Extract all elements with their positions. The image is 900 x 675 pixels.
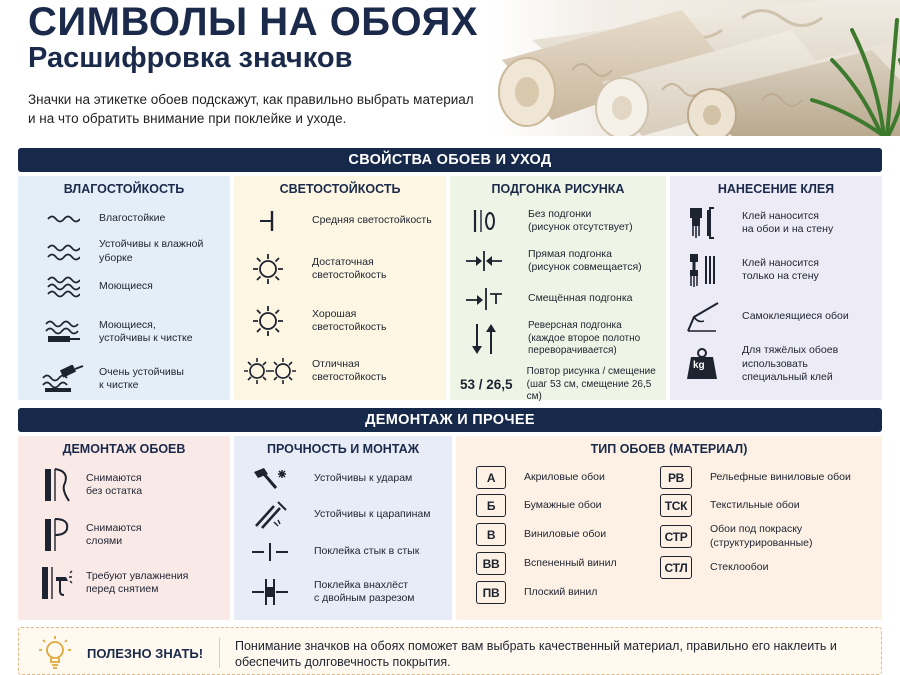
butt-joint-icon	[248, 540, 292, 564]
material-code: ТСК	[660, 494, 692, 517]
glue-item	[680, 300, 849, 334]
material-code: В	[476, 523, 506, 546]
panel-light	[234, 176, 446, 400]
material-label: Виниловые обои	[524, 527, 607, 540]
three-waves-icon	[38, 274, 88, 300]
moisture-label: Моющиеся, устойчивы к чистке	[99, 318, 193, 344]
panel-match	[450, 176, 666, 400]
removal-item	[36, 466, 142, 504]
one-wave-icon	[38, 206, 88, 232]
glue-paper-wall-icon	[680, 206, 724, 240]
material-label: Рельефные виниловые обои	[710, 470, 851, 483]
strength-item	[248, 466, 412, 492]
material-code: ВВ	[476, 552, 506, 575]
material-label: Вспененный винил	[524, 556, 617, 569]
waves-brush-strong-icon	[38, 364, 88, 394]
light-item	[246, 304, 386, 338]
material-code: ПВ	[476, 581, 506, 604]
intro-text: Значки на этикетке обоев подскажут, как правильно выбрать материал и на что обратить внимание при поклейке и уходе.	[28, 92, 474, 126]
moisture-label: Устойчивы к влажной уборке	[99, 238, 204, 264]
material-label: Текстильные обои	[710, 498, 800, 511]
panel-title-match: ПОДГОНКА РИСУНКА	[491, 182, 625, 196]
material-item	[476, 523, 606, 546]
match-label: Повтор рисунка / смещение (шаг 53 см, смещение 26,5 см)	[526, 366, 656, 402]
light-label: Отличная светостойкость	[312, 357, 387, 383]
removal-label: Снимаются без остатка	[86, 471, 143, 497]
double-sun-icon	[242, 354, 298, 388]
material-label: Акриловые обои	[524, 470, 605, 483]
material-code: Б	[476, 494, 506, 517]
panel-title-light: СВЕТОСТОЙКОСТЬ	[279, 182, 401, 196]
panel-glue	[670, 176, 882, 400]
overlap-cut-icon	[248, 576, 292, 608]
glue-label: Клей наносится только на стену	[742, 256, 819, 282]
match-label: Смещённая подгонка	[528, 292, 633, 305]
hammer-impact-icon	[248, 466, 292, 492]
kg-label: kg	[693, 360, 705, 372]
glue-item	[680, 344, 838, 385]
moisture-label: Влагостойкие	[99, 212, 166, 225]
glue-label: Клей наносится на обои и на стену	[742, 209, 834, 235]
material-label: Обои под покраску (структурированные)	[710, 523, 813, 549]
moisture-item	[38, 206, 165, 232]
material-code: СТР	[660, 525, 692, 548]
glue-item	[680, 252, 819, 288]
material-code: СТЛ	[660, 556, 692, 579]
match-label: Реверсная подгонка (каждое второе полотно переворачивается)	[528, 320, 641, 356]
match-label: Прямая подгонка (рисунок совмещается)	[528, 247, 642, 273]
tip-label: ПОЛЕЗНО ЗНАТЬ!	[87, 646, 204, 661]
hero-header	[0, 0, 900, 140]
panel-moisture	[18, 176, 230, 400]
strength-label: Устойчивы к царапинам	[314, 508, 431, 521]
match-item	[462, 246, 642, 276]
section-bar-removal: ДЕМОНТАЖ И ПРОЧЕЕ	[18, 408, 882, 432]
light-label: Хорошая светостойкость	[312, 307, 387, 333]
tip-text: Понимание значков на обоях поможет вам выбрать качественный материал, правильно его наклеить и обеспечить долговечность покрытия.	[235, 639, 837, 669]
page-title: СИМВОЛЫ НА ОБОЯХ	[28, 0, 479, 44]
reverse-match-icon	[462, 321, 506, 357]
scratch-icon	[248, 500, 292, 530]
material-item	[660, 466, 851, 489]
strength-item	[248, 576, 415, 608]
material-label: Бумажные обои	[524, 498, 602, 511]
wet-removal-icon	[36, 564, 76, 602]
moisture-item	[38, 364, 184, 394]
material-item	[660, 556, 768, 579]
panel-title-moisture: ВЛАГОСТОЙКОСТЬ	[63, 182, 185, 196]
panel-title-strength: ПРОЧНОСТЬ И МОНТАЖ	[266, 442, 419, 456]
page-subtitle: Расшифровка значков	[28, 42, 353, 74]
material-item	[476, 494, 602, 517]
two-waves-icon	[38, 239, 88, 265]
no-match-icon	[462, 206, 506, 236]
straight-match-icon	[462, 246, 506, 276]
light-label: Средняя светостойкость	[312, 214, 432, 227]
sun-icon	[246, 252, 290, 286]
removal-label: Снимаются слоями	[86, 521, 142, 547]
material-label: Плоский винил	[524, 585, 598, 598]
strength-label: Поклейка стык в стык	[314, 545, 420, 558]
half-sun-icon	[246, 206, 290, 236]
moisture-item	[38, 274, 153, 300]
panel-material	[456, 436, 882, 620]
moisture-item	[38, 318, 193, 346]
match-item	[462, 320, 640, 358]
offset-match-icon	[462, 284, 506, 314]
panel-title-glue: НАНЕСЕНИЕ КЛЕЯ	[717, 182, 835, 196]
section-bar-properties: СВОЙСТВА ОБОЕВ И УХОД	[18, 148, 882, 172]
light-item	[246, 252, 386, 286]
match-item	[460, 366, 666, 404]
glue-item	[680, 206, 833, 240]
material-code: РВ	[660, 466, 692, 489]
material-code: А	[476, 466, 506, 489]
sun-full-icon	[246, 304, 290, 338]
self-adhesive-icon	[680, 300, 724, 334]
material-item	[476, 581, 597, 604]
moisture-label: Моющиеся	[99, 280, 153, 293]
moisture-item	[38, 238, 230, 265]
strength-item	[248, 540, 419, 564]
match-item	[462, 206, 633, 236]
material-item	[476, 466, 605, 489]
strength-label: Поклейка внахлёст с двойным разрезом	[314, 578, 415, 604]
match-label: Без подгонки (рисунок отсутствует)	[528, 207, 633, 233]
repeat-label: 53 / 26,5	[460, 377, 513, 393]
moisture-label: Очень устойчивы к чистке	[99, 365, 184, 391]
peel-layer-icon	[36, 516, 76, 554]
tip-divider	[219, 638, 220, 668]
removal-item	[36, 564, 188, 602]
panel-title-material: ТИП ОБОЕВ (МАТЕРИАЛ)	[590, 442, 748, 456]
peel-full-icon	[36, 466, 76, 504]
panel-strength	[234, 436, 452, 620]
strength-label: Устойчивы к ударам	[314, 472, 413, 485]
light-label: Достаточная светостойкость	[312, 255, 387, 281]
weight-kg-icon	[680, 346, 724, 382]
material-item	[660, 494, 800, 517]
light-item	[242, 354, 386, 388]
material-item	[476, 552, 617, 575]
material-item	[660, 523, 812, 550]
strength-item	[248, 500, 430, 530]
removal-label: Требуют увлажнения перед снятием	[86, 569, 189, 595]
wallpaper-rolls-image	[492, 0, 900, 136]
panel-title-removal: ДЕМОНТАЖ ОБОЕВ	[62, 442, 186, 456]
match-item	[462, 284, 632, 314]
glue-wall-icon	[680, 252, 724, 288]
removal-item	[36, 516, 142, 554]
waves-brush-icon	[38, 318, 88, 346]
glue-label: Самоклеящиеся обои	[742, 310, 849, 323]
glue-label: Для тяжёлых обоев использовать специальный клей	[742, 344, 839, 383]
tip-box	[18, 627, 882, 675]
panel-removal	[18, 436, 230, 620]
lightbulb-icon	[35, 634, 75, 672]
material-label: Стеклообои	[710, 560, 769, 573]
light-item	[246, 206, 432, 236]
